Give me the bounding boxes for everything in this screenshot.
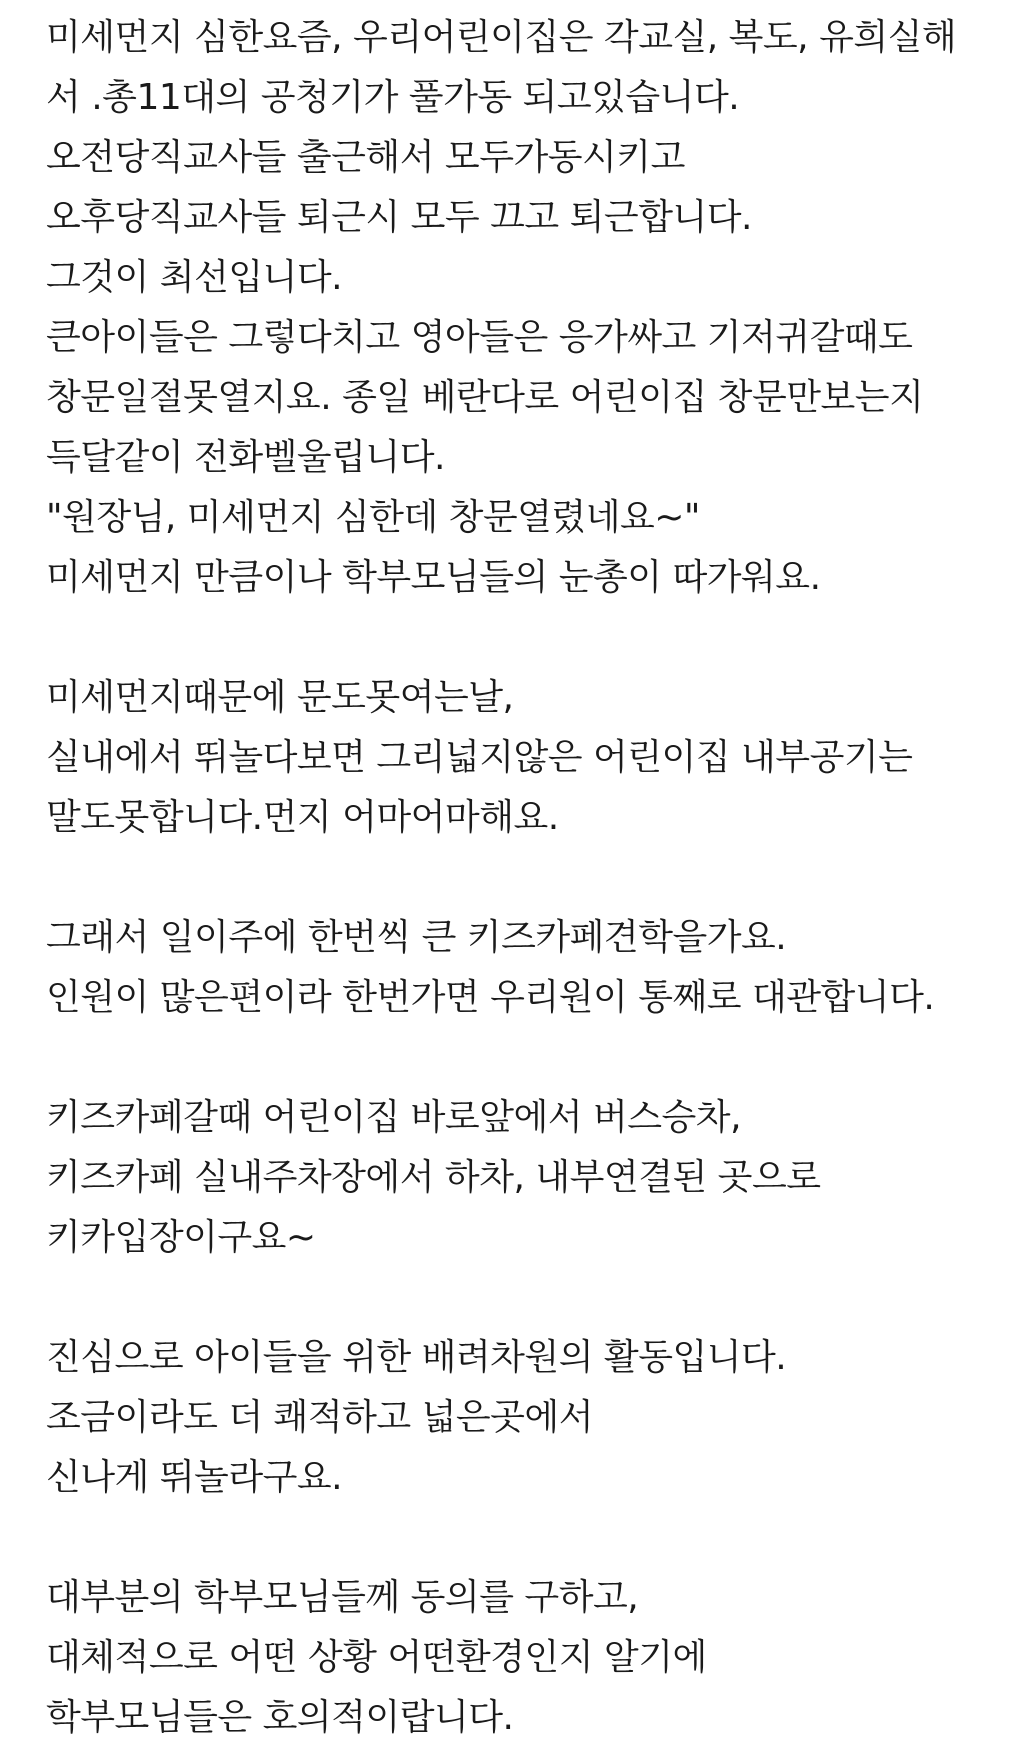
text-line: 키즈카페 실내주차장에서 하차, 내부연결된 곳으로 (46, 1157, 821, 1198)
text-line: 그것이 최선입니다. (46, 257, 343, 298)
text-line: 서 .총11대의 공청기가 풀가동 되고있습니다. (46, 77, 740, 118)
paragraph (46, 908, 1006, 1028)
text-line: 대체적으로 어떤 상황 어떤환경인지 알기에 (46, 1637, 707, 1678)
paragraph-spacer (46, 1028, 1006, 1088)
paragraph (46, 8, 1006, 608)
text-line: 신나게 뛰놀라구요. (46, 1457, 343, 1498)
text-line: 조금이라도 더 쾌적하고 넓은곳에서 (46, 1397, 593, 1438)
text-line: 대부분의 학부모님들께 동의를 구하고, (46, 1577, 639, 1618)
text-line: 오전당직교사들 출근해서 모두가동시키고 (46, 137, 685, 178)
text-line: 실내에서 뛰놀다보면 그리넓지않은 어린이집 내부공기는 (46, 737, 913, 778)
paragraph (46, 668, 1006, 848)
text-line: "원장님, 미세먼지 심한데 창문열렸네요~" (46, 497, 700, 538)
post-body (46, 0, 1006, 1748)
paragraph (46, 1568, 1006, 1748)
text-line: 큰아이들은 그렇다치고 영아들은 응가싸고 기저귀갈때도 (46, 317, 913, 358)
paragraph (46, 1328, 1006, 1508)
text-line: 말도못합니다.먼지 어마어마해요. (46, 797, 559, 838)
text-line: 그래서 일이주에 한번씩 큰 키즈카페견학을가요. (46, 917, 787, 958)
text-line: 키즈카페갈때 어린이집 바로앞에서 버스승차, (46, 1097, 742, 1138)
text-line: 창문일절못열지요. 종일 베란다로 어린이집 창문만보는지 (46, 377, 924, 418)
text-line: 미세먼지 심한요즘, 우리어린이집은 각교실, 복도, 유희실해 (46, 17, 957, 58)
text-line: 미세먼지 만큼이나 학부모님들의 눈총이 따가워요. (46, 557, 821, 598)
text-line: 키카입장이구요~ (46, 1217, 316, 1258)
paragraph-spacer (46, 848, 1006, 908)
paragraph-spacer (46, 1268, 1006, 1328)
text-line: 학부모님들은 호의적이랍니다. (46, 1697, 514, 1738)
paragraph (46, 1088, 1006, 1268)
text-line: 오후당직교사들 퇴근시 모두 끄고 퇴근합니다. (46, 197, 752, 238)
paragraph-spacer (46, 1508, 1006, 1568)
paragraph-spacer (46, 608, 1006, 668)
text-line: 인원이 많은편이라 한번가면 우리원이 통째로 대관합니다. (46, 977, 935, 1018)
text-line: 득달같이 전화벨울립니다. (46, 437, 445, 478)
text-line: 진심으로 아이들을 위한 배려차원의 활동입니다. (46, 1337, 787, 1378)
text-line: 미세먼지때문에 문도못여는날, (46, 677, 514, 718)
